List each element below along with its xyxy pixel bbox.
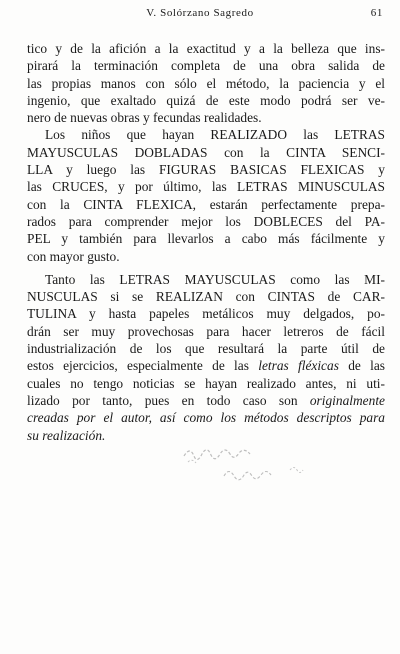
body-text xyxy=(27,40,385,444)
text-line: las propias manos con sólo el método, la paciencia y el xyxy=(27,75,385,91)
text-segment: de las xyxy=(338,358,385,374)
signature-stamp xyxy=(178,440,328,484)
text-line xyxy=(27,409,385,426)
text-line: nero de nuevas obras y fecundas realidades. xyxy=(27,110,262,126)
text-line: rados para comprender mejor los DOBLECES del PA- xyxy=(27,213,385,229)
text-line: tico y de la afición a la exactitud y a la belleza que ins- xyxy=(27,41,385,56)
text-line: drán ser muy provechosas para hacer letreros de fácil xyxy=(27,323,385,339)
text-segment: estos ejercicios, especialmente de las xyxy=(27,358,259,374)
italic-phrase: originalmente xyxy=(309,392,385,408)
italic-term: letras fléxicas xyxy=(258,358,339,374)
text-line xyxy=(27,392,385,409)
text-line: cuales no tengo noticias se hayan realizado antes, ni uti- xyxy=(27,375,385,391)
text-line: Tanto las LETRAS MAYUSCULAS como las MI- xyxy=(45,271,385,287)
text-line: con la CINTA FLEXICA, estarán perfectamente prepa- xyxy=(27,196,385,212)
text-line: con mayor gusto. xyxy=(27,248,120,264)
text-line: pirará la terminación completa de una obra salida de xyxy=(27,58,385,74)
italic-phrase: su realización. xyxy=(27,427,106,443)
text-line xyxy=(27,357,385,374)
text-line: PEL y también para llevarlos a cabo más fácilmente y xyxy=(27,231,385,247)
text-line: NUSCULAS si se REALIZAN con CINTAS de CAR- xyxy=(27,289,385,305)
text-line: LLA y luego las FIGURAS BASICAS FLEXICAS y xyxy=(27,162,385,178)
text-line: ingenio, que exaltado quizá de este modo podrá ser ve- xyxy=(27,92,385,108)
running-header xyxy=(0,7,400,21)
text-line: las CRUCES, y por último, las LETRAS MINUSCULAS xyxy=(27,179,385,195)
text-line: Los niños que hayan REALIZADO las LETRAS xyxy=(45,127,385,143)
italic-phrase: creadas por el autor, así como los métodos descriptos para xyxy=(27,410,385,426)
running-title: V. Solórzano Sagredo xyxy=(146,7,254,19)
text-line: industrialización de los que resultará la parte útil de xyxy=(27,341,385,357)
text-line: TULINA y hasta papeles metálicos muy delgados, po- xyxy=(27,306,385,322)
text-line: MAYUSCULAS DOBLADAS con la CINTA SENCI- xyxy=(27,144,385,160)
text-segment: lizado por tanto, pues en todo caso son xyxy=(27,392,310,408)
page-number: 61 xyxy=(370,7,383,19)
